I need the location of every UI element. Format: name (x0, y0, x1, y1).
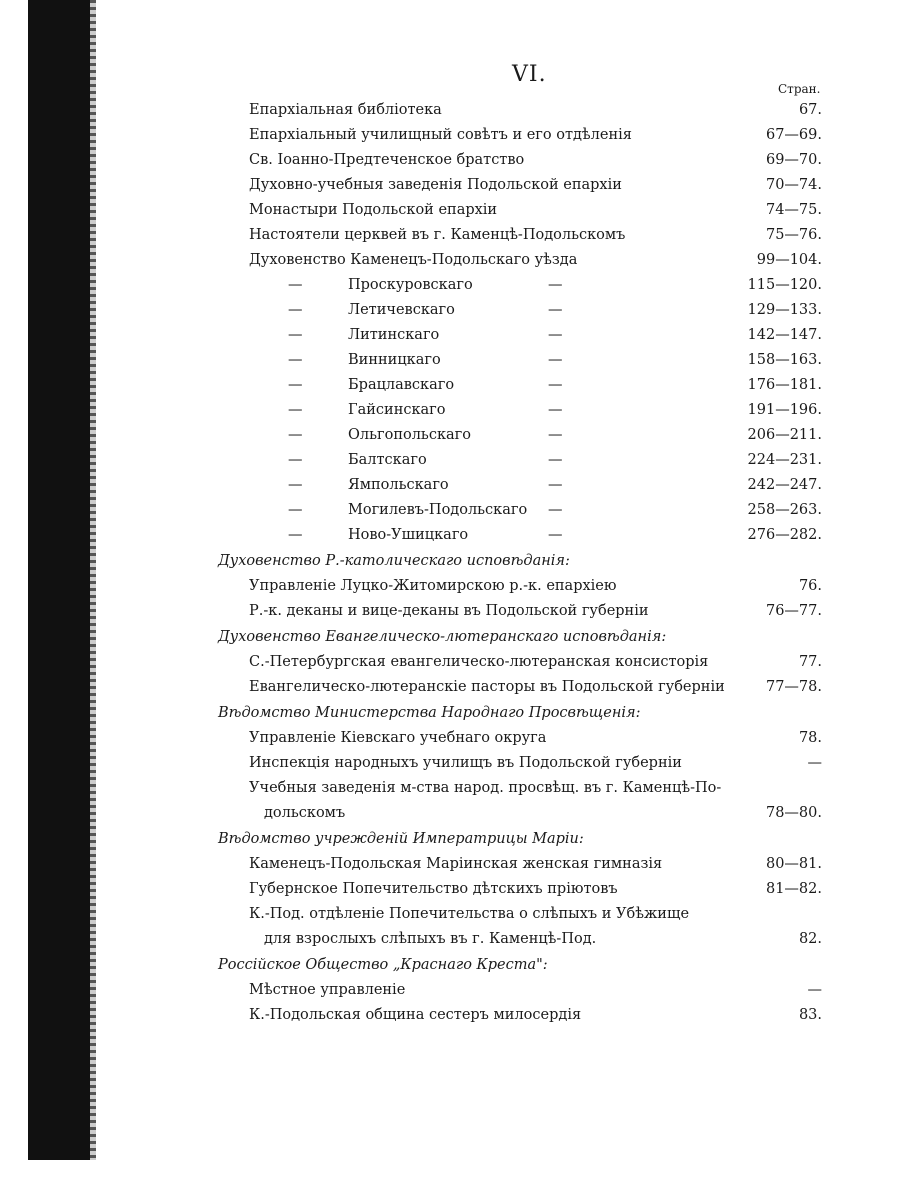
ditto-dash: — (548, 302, 563, 318)
district-entry (0, 448, 900, 473)
toc-entry (0, 1003, 900, 1028)
ditto-dash: — (548, 427, 563, 443)
toc-entry (0, 726, 900, 751)
entry-title: Монастыри Подольской епархіи (249, 202, 498, 218)
district-name: Ольгопольскаго (348, 427, 471, 443)
entry-pages: 76. (798, 578, 822, 594)
entry-title: С.-Петербургская евангелическо-лютеранская консисторія (249, 654, 709, 670)
ditto-dash: — (548, 502, 563, 518)
district-pages: 115—120. (747, 277, 822, 293)
district-name: Могилевъ-Подольскаго (348, 502, 528, 518)
district-name: Летичевскаго (348, 302, 455, 318)
district-name: Ямпольскаго (348, 477, 449, 493)
entry-title: Учебныя заведенія м-ства народ. просвѣщ. въ г. Каменцѣ-По- (249, 780, 722, 796)
district-name: Ново-Ушицкаго (348, 527, 469, 543)
ditto-dash: — (548, 377, 563, 393)
section-heading-text: Духовенство Р.-католическаго исповѣданія: (218, 553, 570, 569)
district-entry (0, 398, 900, 423)
table-of-contents (0, 98, 900, 1028)
toc-entry (0, 650, 900, 675)
district-pages: 142—147. (747, 327, 822, 343)
entry-pages: 81—82. (765, 881, 822, 897)
ditto-dash: — (288, 377, 303, 393)
entry-pages: 83. (798, 1007, 822, 1023)
entry-title: Мѣстное управленіе (249, 982, 406, 998)
toc-entry (0, 223, 900, 248)
district-pages: 176—181. (747, 377, 822, 393)
entry-pages: — (807, 982, 822, 998)
entry-title: Настоятели церквей въ г. Каменцѣ-Подольскомъ (249, 227, 626, 243)
ditto-dash: — (548, 452, 563, 468)
ditto-dash: — (288, 477, 303, 493)
toc-entry (0, 574, 900, 599)
district-pages: 242—247. (747, 477, 822, 493)
entry-title: Св. Іоанно-Предтеченское братство (249, 152, 525, 168)
district-name: Проскуровскаго (348, 277, 473, 293)
district-entry (0, 323, 900, 348)
toc-entry (0, 123, 900, 148)
ditto-dash: — (288, 277, 303, 293)
toc-entry (0, 148, 900, 173)
pages-column-header: Стран. (778, 82, 821, 96)
toc-entry (0, 173, 900, 198)
toc-entry (0, 852, 900, 877)
district-name: Брацлавскаго (348, 377, 455, 393)
ditto-dash: — (548, 277, 563, 293)
toc-entry (0, 198, 900, 223)
entry-title: дольскомъ (264, 805, 346, 821)
toc-entry (0, 801, 900, 826)
district-entry (0, 273, 900, 298)
entry-pages: 75—76. (765, 227, 822, 243)
toc-entry (0, 599, 900, 624)
entry-pages: 99—104. (756, 252, 822, 268)
section-heading (0, 827, 900, 852)
section-heading-text: Россійское Общество „Краснаго Креста": (218, 957, 548, 973)
ditto-dash: — (548, 327, 563, 343)
entry-pages: 67—69. (765, 127, 822, 143)
entry-title: Духовно-учебныя заведенія Подольской епархіи (249, 177, 622, 193)
entry-title: Управленіе Луцко-Житомирскою р.-к. епархіею (249, 578, 617, 594)
ditto-dash: — (288, 452, 303, 468)
entry-pages: 77—78. (765, 679, 822, 695)
toc-entry (0, 675, 900, 700)
district-name: Винницкаго (348, 352, 441, 368)
ditto-dash: — (288, 402, 303, 418)
entry-title: Каменецъ-Подольская Маріинская женская гимназія (249, 856, 663, 872)
entry-pages: — (807, 755, 822, 771)
entry-title: Духовенство Каменецъ-Подольскаго уѣзда (249, 252, 578, 268)
district-entry (0, 498, 900, 523)
district-name: Литинскаго (348, 327, 440, 343)
district-entry (0, 423, 900, 448)
toc-entry (0, 877, 900, 902)
section-heading (0, 701, 900, 726)
entry-pages: 69—70. (765, 152, 822, 168)
ditto-dash: — (288, 352, 303, 368)
entry-title: Р.-к. деканы и вице-деканы въ Подольской губерніи (249, 603, 649, 619)
district-entry (0, 373, 900, 398)
ditto-dash: — (288, 502, 303, 518)
ditto-dash: — (288, 527, 303, 543)
toc-entry (0, 751, 900, 776)
district-entry (0, 298, 900, 323)
district-entry (0, 473, 900, 498)
entry-pages: 70—74. (765, 177, 822, 193)
section-heading-text: Вѣдомство Министерства Народнаго Просвѣщенія: (218, 705, 641, 721)
entry-title: Инспекція народныхъ училищъ въ Подольской губерніи (249, 755, 682, 771)
ditto-dash: — (548, 477, 563, 493)
district-name: Балтскаго (348, 452, 427, 468)
district-entry (0, 523, 900, 548)
section-heading-text: Вѣдомство учрежденій Императрицы Маріи: (218, 831, 584, 847)
toc-entry (0, 98, 900, 123)
entry-title: Епархіальный училищный совѣтъ и его отдѣленія (249, 127, 632, 143)
entry-pages: 78. (798, 730, 822, 746)
district-entry (0, 348, 900, 373)
entry-title: Евангелическо-лютеранскіе пасторы въ Подольской губерніи (249, 679, 725, 695)
page-number: VI. (512, 62, 547, 87)
entry-pages: 67. (798, 102, 822, 118)
entry-pages: 76—77. (765, 603, 822, 619)
district-pages: 158—163. (747, 352, 822, 368)
toc-entry (0, 927, 900, 952)
entry-pages: 82. (798, 931, 822, 947)
district-pages: 258—263. (747, 502, 822, 518)
district-name: Гайсинскаго (348, 402, 446, 418)
section-heading (0, 953, 900, 978)
district-pages: 276—282. (747, 527, 822, 543)
toc-entry (0, 248, 900, 273)
ditto-dash: — (288, 427, 303, 443)
ditto-dash: — (548, 527, 563, 543)
entry-title: Губернское Попечительство дѣтскихъ пріютовъ (249, 881, 618, 897)
district-pages: 129—133. (747, 302, 822, 318)
entry-pages: 74—75. (765, 202, 822, 218)
district-pages: 206—211. (747, 427, 822, 443)
toc-entry (0, 902, 900, 927)
entry-title: К.-Подольская община сестеръ милосердія (249, 1007, 582, 1023)
entry-pages: 77. (798, 654, 822, 670)
ditto-dash: — (288, 327, 303, 343)
entry-title: Епархіальная библіотека (249, 102, 442, 118)
toc-entry (0, 776, 900, 801)
entry-pages: 80—81. (765, 856, 822, 872)
section-heading-text: Духовенство Евангелическо-лютеранскаго исповѣданія: (218, 629, 667, 645)
district-pages: 224—231. (747, 452, 822, 468)
district-pages: 191—196. (747, 402, 822, 418)
entry-title: Управленіе Кіевскаго учебнаго округа (249, 730, 547, 746)
section-heading (0, 625, 900, 650)
ditto-dash: — (288, 302, 303, 318)
ditto-dash: — (548, 352, 563, 368)
entry-title: К.-Под. отдѣленіе Попечительства о слѣпыхъ и Убѣжище (249, 906, 690, 922)
toc-entry (0, 978, 900, 1003)
ditto-dash: — (548, 402, 563, 418)
entry-title: для взрослыхъ слѣпыхъ въ г. Каменцѣ-Под. (264, 931, 597, 947)
section-heading (0, 549, 900, 574)
entry-pages: 78—80. (765, 805, 822, 821)
